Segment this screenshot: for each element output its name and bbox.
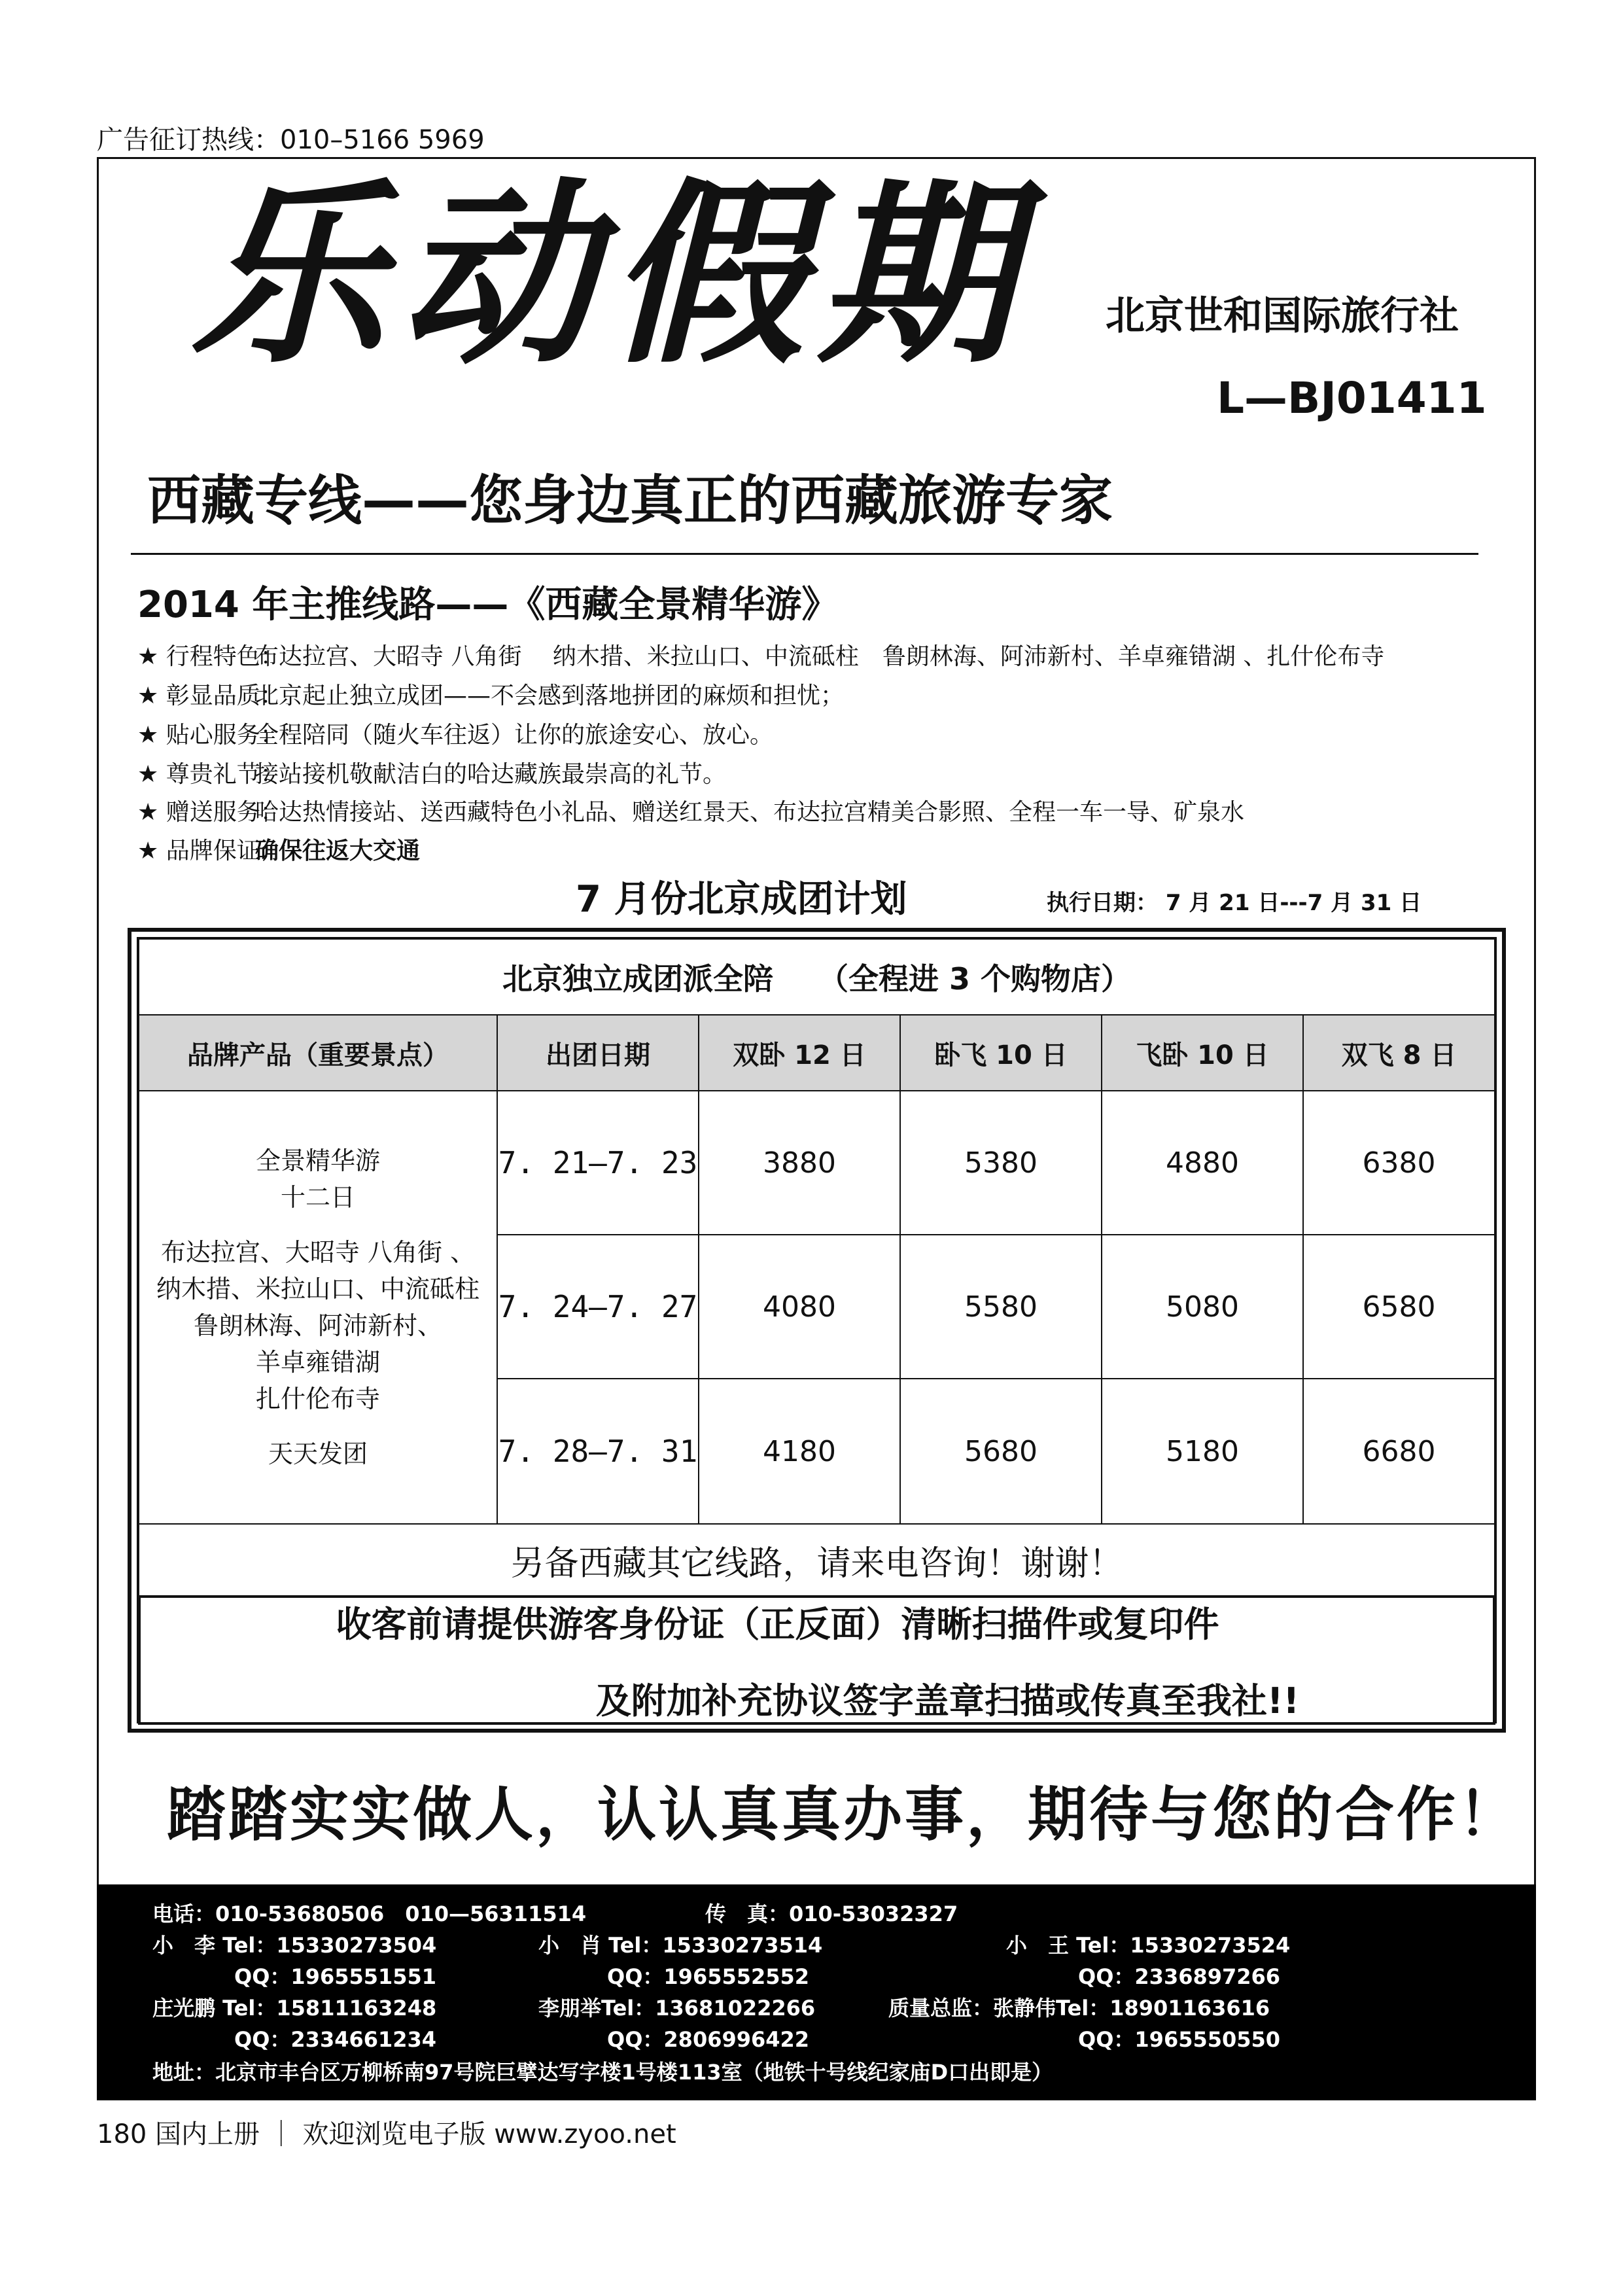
- price-cell: 5680: [899, 1378, 1102, 1525]
- route-title: 2014 年主推线路——《西藏全景精华游》: [137, 584, 839, 626]
- contact-xiao-qq: QQ：1965552552: [607, 1964, 810, 1989]
- header-price-4: 双飞 8 日: [1302, 1014, 1495, 1091]
- page-footer: 180 国内上册 ｜ 欢迎浏览电子版 www.zyoo.net: [97, 2119, 676, 2149]
- price-cell: 5180: [1101, 1378, 1304, 1525]
- price-cell: 4080: [698, 1234, 901, 1379]
- contact-fax: 传 真：010-53032327: [705, 1901, 958, 1926]
- feature-item: ★ 贴心服务：全程陪同（随火车往返）让你的旅途安心、放心。: [137, 722, 774, 749]
- feature-item: ★ 品牌保证：确保往返大交通: [137, 838, 421, 864]
- bottom-slogan: 踏踏实实做人，认认真真办事，期待与您的合作！: [167, 1780, 1520, 1849]
- divider: [131, 553, 1478, 555]
- contact-phone: 电话：010-53680506 010—56311514: [152, 1901, 587, 1926]
- table-row-date: 7. 24—7. 27: [497, 1234, 699, 1379]
- table-row-date: 7. 21—7. 23: [497, 1090, 699, 1235]
- exec-date: 执行日期： 7 月 21 日---7 月 31 日: [1047, 890, 1422, 916]
- brand-logo: 乐动假期: [190, 159, 1027, 390]
- contact-li-qq: QQ：1965551551: [234, 1964, 437, 1989]
- agency-name: 北京世和国际旅行社: [1106, 293, 1459, 339]
- price-cell: 6380: [1302, 1090, 1495, 1235]
- price-cell: 4880: [1101, 1090, 1304, 1235]
- feature-item: ★ 彰显品质：北京起止独立成团——不会感到落地拼团的麻烦和担忧；: [137, 682, 845, 709]
- price-cell: 6680: [1302, 1378, 1495, 1525]
- headline-slogan: 西藏专线——您身边真正的西藏旅游专家: [147, 470, 1113, 532]
- notice-line-2: 及附加补充协议签字盖章扫描或传真至我社!!: [595, 1680, 1300, 1722]
- feature-item: ★ 尊贵礼节：接站接机敬献洁白的哈达藏族最崇高的礼节。: [137, 761, 727, 788]
- header-price-1: 双卧 12 日: [698, 1014, 901, 1091]
- feature-item: ★ 行程特色：布达拉宫、大昭寺 八角街 纳木措、米拉山口、中流砥柱 鲁朗林海、阿沛新村、羊卓雍错湖 、扎什伦布寺: [137, 643, 1385, 670]
- contact-xiao: 小 肖 Tel：15330273514: [538, 1933, 823, 1958]
- contact-wang: 小 王 Tel：15330273524: [1006, 1933, 1291, 1958]
- table-caption: 北京独立成团派全陪 （全程进 3 个购物店）: [138, 938, 1495, 1016]
- header-product: 品牌产品（重要景点）: [138, 1014, 498, 1091]
- price-cell: 5580: [899, 1234, 1102, 1379]
- ad-hotline: 广告征订热线：010–5166 5969: [97, 125, 485, 155]
- header-price-2: 卧飞 10 日: [899, 1014, 1102, 1091]
- license-number: L—BJ01411: [1217, 373, 1487, 423]
- header-price-3: 飞卧 10 日: [1101, 1014, 1304, 1091]
- contact-zhang: 质量总监：张静伟Tel：18901163616: [888, 1996, 1270, 2021]
- price-cell: 5080: [1101, 1234, 1304, 1379]
- price-cell: 4180: [698, 1378, 901, 1525]
- contact-li: 小 李 Tel：15330273504: [152, 1933, 437, 1958]
- header-date: 出团日期: [497, 1014, 699, 1091]
- price-cell: 6580: [1302, 1234, 1495, 1379]
- feature-item: ★ 赠送服务：哈达热情接站、送西藏特色小礼品、赠送红景天、布达拉宫精美合影照、全程一车一导、矿泉水: [137, 799, 1245, 826]
- table-notice: [138, 1595, 1495, 1725]
- contact-block: [97, 1884, 1536, 2100]
- price-table: [128, 928, 1506, 1733]
- product-description: 全景精华游 十二日 布达拉宫、大昭寺 八角街 、 纳木措、米拉山口、中流砥柱 鲁朗林海、阿沛新村、 羊卓雍错湖 扎什伦布寺 天天发团: [138, 1090, 498, 1525]
- plan-title: 7 月份北京成团计划: [576, 878, 907, 921]
- price-cell: 5380: [899, 1090, 1102, 1235]
- contact-zhang-qq: QQ：1965550550: [1078, 2027, 1281, 2052]
- table-row-date: 7. 28—7. 31: [497, 1378, 699, 1525]
- price-cell: 3880: [698, 1090, 901, 1235]
- table-note: 另备西藏其它线路，请来电咨询！谢谢！: [138, 1523, 1495, 1597]
- contact-lipengju: 李朋举Tel：13681022266: [538, 1996, 816, 2021]
- contact-lipengju-qq: QQ：2806996422: [607, 2027, 810, 2052]
- contact-wang-qq: QQ：2336897266: [1078, 1964, 1281, 1989]
- contact-zhuang: 庄光鹏 Tel：15811163248: [152, 1996, 437, 2021]
- notice-line-1: 收客前请提供游客身份证（正反面）清晰扫描件或复印件: [336, 1604, 1219, 1645]
- contact-zhuang-qq: QQ：2334661234: [234, 2027, 437, 2052]
- contact-address: 地址：北京市丰台区万柳桥南97号院巨擘达写字楼1号楼113室（地铁十号线纪家庙D口出即是）: [152, 2060, 1053, 2085]
